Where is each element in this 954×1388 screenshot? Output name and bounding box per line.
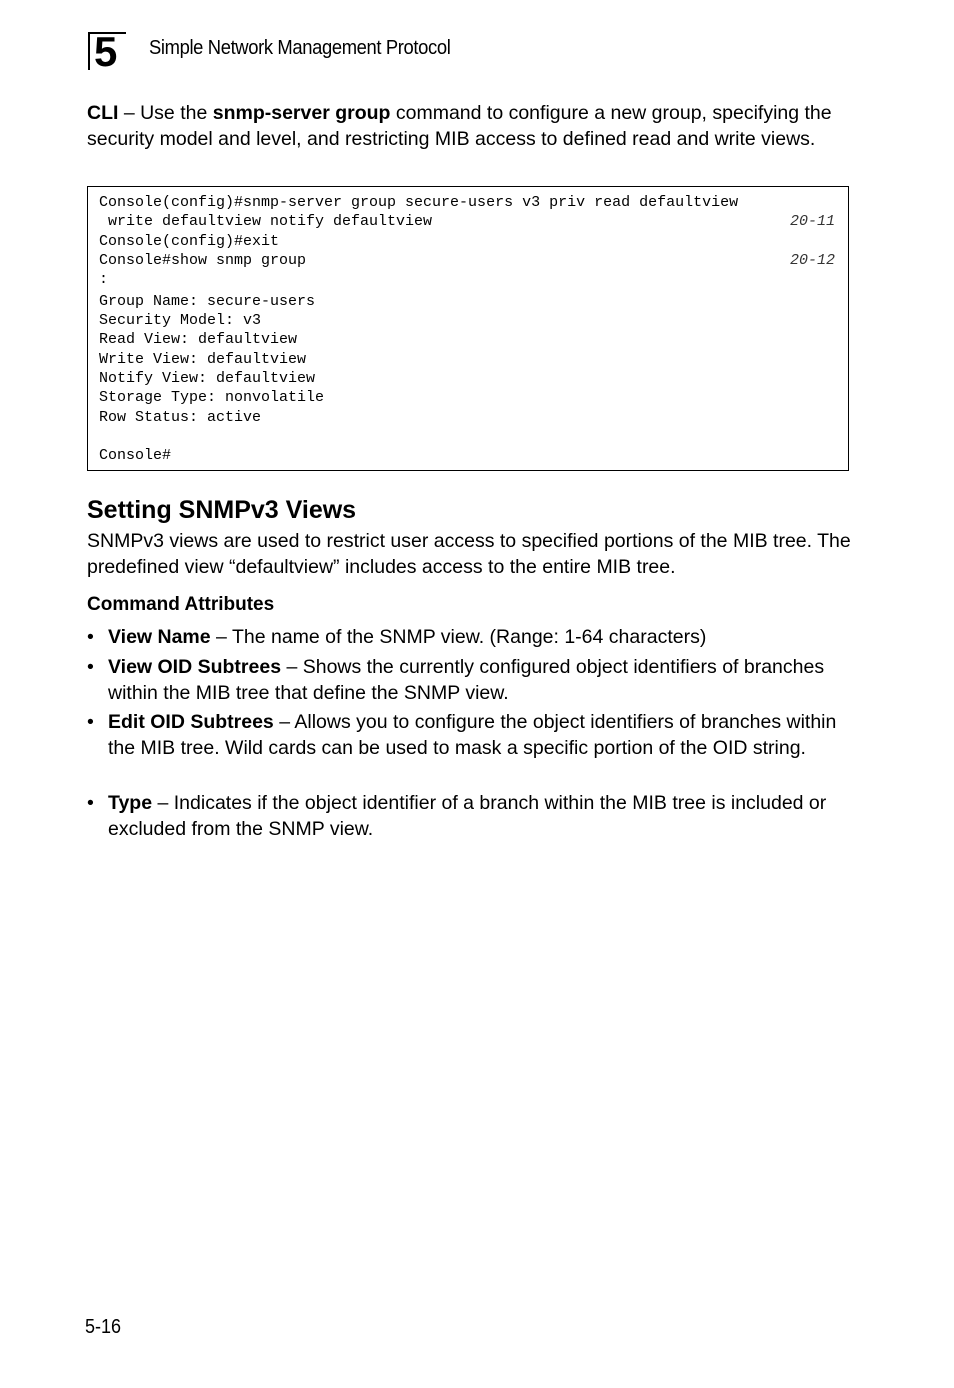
section-heading: Setting SNMPv3 Views — [87, 496, 357, 524]
attribute-term: View OID Subtrees — [108, 656, 282, 678]
bullet-mark: • — [87, 626, 94, 648]
attribute-term: Edit OID Subtrees — [108, 711, 274, 733]
running-header-title: Simple Network Management Protocol — [149, 37, 451, 59]
attribute-term: Type — [108, 792, 153, 814]
code-line — [99, 193, 835, 212]
code-line-text: Notify View: defaultview — [99, 370, 316, 387]
code-line — [99, 212, 835, 231]
code-line-text: Group Name: secure-users — [99, 293, 316, 310]
bullet-mark: • — [87, 711, 94, 733]
code-line-ref: 20-12 — [789, 252, 835, 269]
code-line-ref: 20-11 — [789, 213, 835, 230]
code-line-text: write defaultview notify defaultview — [99, 213, 433, 230]
code-line — [99, 369, 835, 388]
attribute-text — [108, 625, 853, 651]
code-line-text: Storage Type: nonvolatile — [99, 389, 325, 406]
chapter-number-box — [88, 28, 126, 75]
cli-code-example — [87, 186, 849, 471]
code-line-text: Read View: defaultview — [99, 331, 298, 348]
section-intro-paragraph: SNMPv3 views are used to restrict user access to specified portions of the MIB tree. The predefined view “defaultview” includes access to the entire MIB tree. — [87, 530, 851, 578]
attribute-desc: – Indicates if the object identifier of a branch within the MIB tree is included or excluded from the SNMP view. — [108, 792, 827, 840]
attribute-text — [108, 791, 853, 842]
bullet-mark: • — [87, 656, 94, 678]
code-line — [99, 270, 835, 289]
attribute-desc: – Allows you to configure the object identifiers of branches within the MIB tree. Wild cards can be used to mask a specific portion of the OID string. — [108, 711, 837, 759]
code-line-text: Security Model: v3 — [99, 312, 262, 329]
page-number: 5-16 — [85, 1316, 122, 1338]
code-line — [99, 446, 835, 465]
bullet-mark: • — [87, 792, 94, 814]
chapter-number: 5 — [94, 28, 118, 75]
code-line-text: Console#show snmp group — [99, 252, 307, 269]
code-line — [99, 251, 835, 270]
code-line — [99, 330, 835, 349]
code-line — [99, 292, 835, 311]
code-line-text: : — [99, 271, 109, 288]
attribute-text — [108, 710, 853, 761]
code-line-text: Console(config)#exit — [99, 233, 280, 250]
command-attributes-heading: Command Attributes — [87, 594, 275, 615]
code-line-text: Write View: defaultview — [99, 351, 307, 368]
attribute-term: View Name — [108, 626, 211, 648]
cli-command-name: snmp-server group — [212, 102, 391, 124]
code-line — [99, 311, 835, 330]
attribute-desc: – Shows the currently configured object identifiers of branches within the MIB tree that define the SNMP view. — [108, 656, 825, 704]
cli-intro-paragraph — [87, 101, 857, 152]
code-line — [99, 427, 835, 446]
code-line — [99, 350, 835, 369]
cli-label: CLI — [87, 102, 119, 124]
code-line — [99, 408, 835, 427]
code-line-text: Console# — [99, 447, 172, 464]
cli-intro-text-1: – Use the — [118, 102, 213, 124]
code-line-text: Console(config)#snmp-server group secure-users v3 priv read defaultview — [99, 194, 739, 211]
attribute-desc: – The name of the SNMP view. (Range: 1-64 characters) — [210, 626, 707, 648]
attribute-text — [108, 655, 853, 706]
code-line — [99, 232, 835, 251]
cli-intro-text-2: command to configure a new group, specifying the security model and level, and restricting MIB access to defined read and write views. — [87, 102, 832, 150]
code-line-text: Row Status: active — [99, 409, 262, 426]
code-line — [99, 388, 835, 407]
